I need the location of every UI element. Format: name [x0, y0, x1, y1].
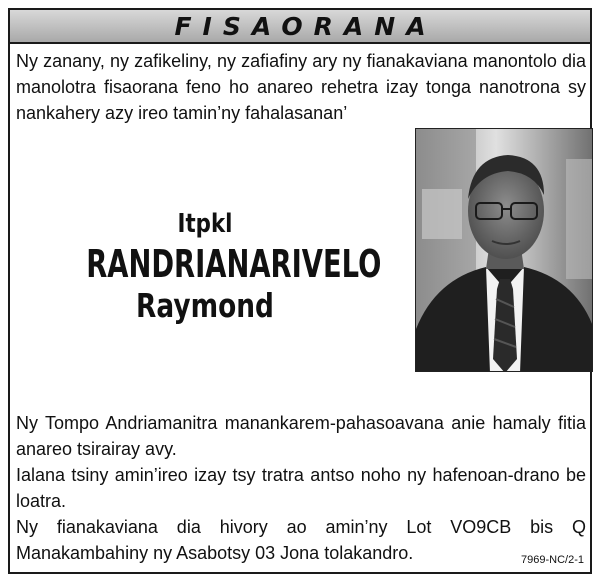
- portrait-image: [416, 129, 593, 372]
- deceased-surname: RANDRIANARIVELO: [86, 242, 382, 286]
- deceased-first-name: Raymond: [136, 286, 274, 325]
- intro-paragraph: Ny zanany, ny zafikeliny, ny zafiafiny ary ny fianakaviana manontolo dia manolotra fisaorana feno ho anareo rehetra izay tonga nanotrona sy nankahery azy ireo tamin’ny fahalasanan’: [16, 51, 586, 123]
- notice-title: FISAORANA: [174, 11, 437, 41]
- body-paragraph-3: Ny fianakaviana dia hivory ao amin’ny Lot VO9CB bis Q Manakambahiny ny Asabotsy 03 Jona tolakandro.: [16, 517, 586, 563]
- body-paragraphs: [16, 410, 586, 566]
- notice-header: [10, 10, 590, 44]
- deceased-name-block: [40, 206, 382, 326]
- reference-code: 7969-NC/2-1: [521, 554, 584, 566]
- obituary-notice: [8, 8, 592, 574]
- portrait-photo: [415, 128, 593, 372]
- deceased-title: Itpkl: [177, 209, 233, 239]
- body-paragraph-1: Ny Tompo Andriamanitra manankarem-pahasoavana anie hamaly fitia anareo tsirairay avy.: [16, 413, 586, 459]
- body-paragraph-2: Ialana tsiny amin’ireo izay tsy tratra antso noho ny hafenoan-drano be loatra.: [16, 465, 586, 511]
